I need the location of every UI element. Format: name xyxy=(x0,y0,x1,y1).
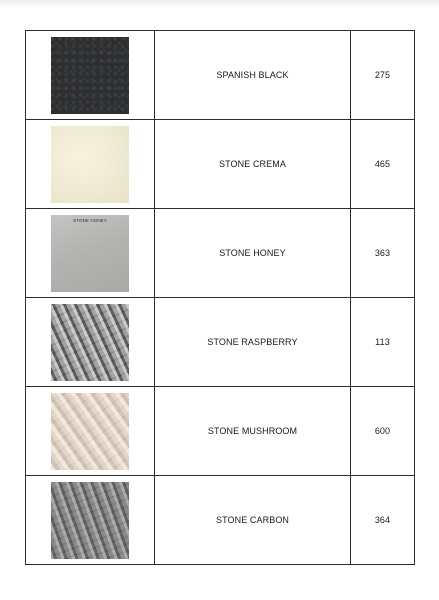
product-name: STONE MUSHROOM xyxy=(155,387,351,476)
swatch-cell xyxy=(26,31,155,120)
swatch-caption: STONE HONEY xyxy=(73,217,107,223)
product-name: STONE CARBON xyxy=(155,476,351,565)
swatch-cell xyxy=(26,476,155,565)
tile-swatch-image xyxy=(51,215,129,292)
product-table xyxy=(25,30,415,565)
table-row xyxy=(26,298,415,387)
table-row xyxy=(26,387,415,476)
swatch-cell xyxy=(26,298,155,387)
product-name: STONE HONEY xyxy=(155,209,351,298)
table-row xyxy=(26,476,415,565)
product-name: STONE CREMA xyxy=(155,120,351,209)
table-row xyxy=(26,120,415,209)
table-row xyxy=(26,31,415,120)
tile-swatch-image xyxy=(51,304,129,381)
swatch-cell xyxy=(26,120,155,209)
product-code: 364 xyxy=(351,476,415,565)
page-top-edge xyxy=(0,0,439,8)
tile-swatch-image xyxy=(51,482,129,559)
table-row xyxy=(26,209,415,298)
swatch-cell xyxy=(26,209,155,298)
tile-swatch-image xyxy=(51,393,129,470)
product-name: SPANISH BLACK xyxy=(155,31,351,120)
product-code: 363 xyxy=(351,209,415,298)
product-code: 600 xyxy=(351,387,415,476)
product-code: 465 xyxy=(351,120,415,209)
product-code: 275 xyxy=(351,31,415,120)
swatch-cell xyxy=(26,387,155,476)
tile-swatch-image xyxy=(51,126,129,203)
product-code: 113 xyxy=(351,298,415,387)
tile-swatch-image xyxy=(51,37,129,114)
product-name: STONE RASPBERRY xyxy=(155,298,351,387)
